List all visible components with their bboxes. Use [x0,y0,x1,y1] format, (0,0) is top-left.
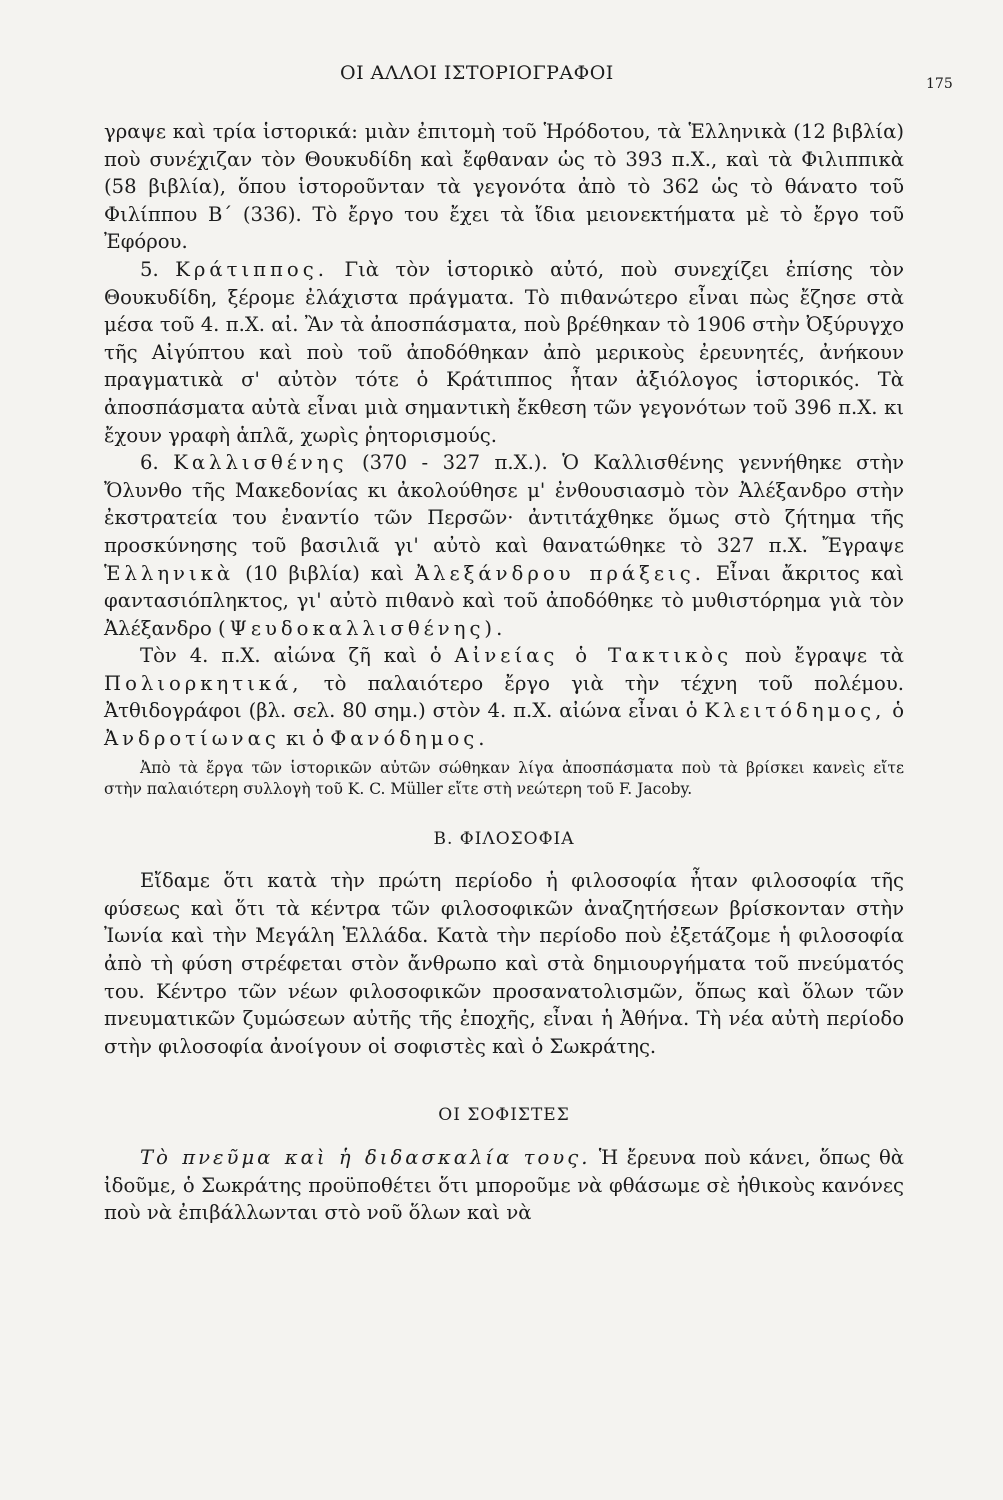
italic-lead: Τὸ πνεῦμα καὶ ἡ διδασκαλία τους. [140,1146,591,1169]
author-name: Κλειτόδημος, [704,699,886,723]
paragraph-text: Ἡ ἔρευνα ποὺ κάνει, ὅπως θὰ ἰδοῦμε, ὁ Σωκράτης προϋποθέτει ὅτι μποροῦμε νὰ φθάσωμε σὲ ἠθικοὺς κανόνες ποὺ νὰ ἐπιβάλλωνται στὸ νοῦ ὅλων καὶ νὰ [104,1146,904,1225]
section-number: 6. [140,451,159,475]
page-header [0,62,1003,92]
paragraph-text: Γιὰ τὸν ἱστορικὸ αὐτό, ποὺ συνεχίζει ἐπίσης τὸν Θουκυδίδη, ξέρομε ἐλάχιστα πράγματα. Τὸ πιθανώτερο εἶναι πὼς ἔζησε στὰ μέσα τοῦ 4. π.Χ. αἰ. Ἂν τὰ ἀποσπάσματα, ποὺ βρέθηκαν τὸ 1906 στὴν Ὀξύρυγχο τῆς Αἰγύπτου καὶ ποὺ τοῦ ἀποδόθηκαν ἀπὸ μερικοὺς ἐρευνητές, ἀνήκουν πραγματικὰ σ' αὐτὸν τότε ὁ Κράτιππος ἦταν ἀξιόλογος ἱστορικός. Τὰ ἀποσπάσματα αὐτὰ εἶναι μιὰ σημαντικὴ ἔκθεση τῶν γεγονότων τοῦ 396 π.Χ. κι ἔχουν γραφὴ ἁπλᾶ, χωρὶς ῥητορισμούς. [104,257,904,447]
paragraph-sophists [104,1144,904,1227]
footnote: Ἀπὸ τὰ ἔργα τῶν ἱστορικῶν αὐτῶν σώθηκαν λίγα ἀποσπάσματα ποὺ τὰ βρίσκει κανεὶς εἴτε στὴν παλαιότερη συλλογὴ τοῦ K. C. Müller εἴτε στὴ νεώτερη τοῦ F. Jacoby. [104,758,904,799]
section-number: 5. [140,257,159,281]
work-title: Πολιορκητικά, [104,671,303,695]
author-name: Αἰνείας ὁ Τακτικὸς [454,644,733,668]
paragraph-text: ποὺ ἔγραψε τὰ [745,644,904,668]
paragraph-kratippos [104,256,904,449]
paragraph-text: κι ὁ [286,727,324,751]
page-number: 175 [926,76,953,92]
author-name: Κράτιππος. [175,257,328,281]
paragraph-text: Εἶναι ἄκριτος καὶ φαντασιόπληκτος, γι' αὐτὸ πιθανὸ καὶ τοῦ ἀποδόθηκε τὸ μυθιστόρημα γιὰ τὸν Ἀλέξανδρο [104,561,904,640]
work-title: Ἀλεξάνδρου πράξεις. [414,561,705,585]
section-heading-sophists: ΟΙ ΣΟΦΙΣΤΕΣ [438,1105,570,1126]
author-name: Ἀνδροτίωνας [104,727,280,751]
section-heading-philosophy: Β. ΦΙΛΟΣΟΦΙΑ [433,828,575,849]
paragraph-kallisthenes [104,449,904,642]
paragraph-text: ὁ [892,699,904,723]
paragraph-philosophy: Εἴδαμε ὅτι κατὰ τὴν πρώτη περίοδο ἡ φιλοσοφία ἦταν φιλοσοφία τῆς φύσεως καὶ ὅτι τὰ κέντρα τῶν φιλοσοφικῶν ἀναζητήσεων βρίσκονταν στὴν Ἰωνία καὶ τὴν Μεγάλη Ἑλλάδα. Κατὰ τὴν περίοδο ποὺ ἐξετάζομε ἡ φιλοσοφία ἀπὸ τὴ φύση στρέφεται στὸν ἄνθρωπο καὶ στὰ δημιουργήματα τοῦ πνεύματός του. Κέντρο τῶν νέων φιλοσοφικῶν προσανατολισμῶν, ὅπως καὶ ὅλων τῶν πνευματικῶν ζυμώσεων αὐτῆς τῆς ἐποχῆς, εἶναι ἡ Ἀθήνα. Τὴ νέα αὐτὴ περίοδο στὴν φιλοσοφία ἀνοίγουν οἱ σοφιστὲς καὶ ὁ Σωκράτης. [104,869,904,1058]
paragraph-4th-century [104,642,904,752]
paragraph-continued: γραψε καὶ τρία ἱστορικά: μιὰν ἐπιτομὴ τοῦ Ἡρόδοτου, τὰ Ἑλληνικὰ (12 βιβλία) ποὺ συνέχιζαν τὸν Θουκυδίδη καὶ ἔφθαναν ὡς τὸ 393 π.Χ., καὶ τὰ Φιλιππικὰ (58 βιβλία), ὅπου ἱστοροῦνταν τὰ γεγονότα ἀπὸ τὸ 362 ὡς τὸ θάνατο τοῦ Φιλίππου Β΄ (336). Τὸ ἔργο του ἔχει τὰ ἴδια μειονεκτήματα μὲ τὸ ἔργο τοῦ Ἐφόρου. [104,120,904,254]
running-title: ΟΙ ΑΛΛΟΙ ΙΣΤΟΡΙΟΓΡΑΦΟΙ [340,62,614,84]
paragraph-text: (370 - 327 π.Χ.). Ὁ Καλλισθένης γεννήθηκε στὴν Ὄλυνθο τῆς Μακεδονίας κι ἀκολούθησε μ' ἐνθουσιασμὸ τὸν Ἀλέξανδρο στὴν ἐκστρατεία του ἐναντίο τῶν Περσῶν· ἀντιτάχθηκε ὅμως στὸ ζήτημα τῆς προσκύνησης τοῦ βασιλιᾶ γι' αὐτὸ καὶ θανατώθηκε τὸ 327 π.Χ. Ἔγραψε [104,451,904,557]
author-name: Φανόδημος. [330,727,489,751]
paragraph-text: τὸ παλαιότερο ἔργο γιὰ τὴν τέχνη τοῦ πολέμου. Ἀτθιδογράφοι (βλ. σελ. 80 σημ.) στὸν 4. π.Χ. αἰώνα εἶναι ὁ [104,671,904,723]
paragraph-text: Τὸν 4. π.Χ. αἰώνα ζῆ καὶ ὁ [140,644,442,668]
author-name: Καλλισθένης [173,451,348,475]
page-body [104,118,904,1227]
paragraph-text: (10 βιβλία) καὶ [245,561,404,585]
work-title: (Ψευδοκαλλισθένης). [218,616,507,640]
work-title: Ἑλληνικὰ [104,561,235,585]
